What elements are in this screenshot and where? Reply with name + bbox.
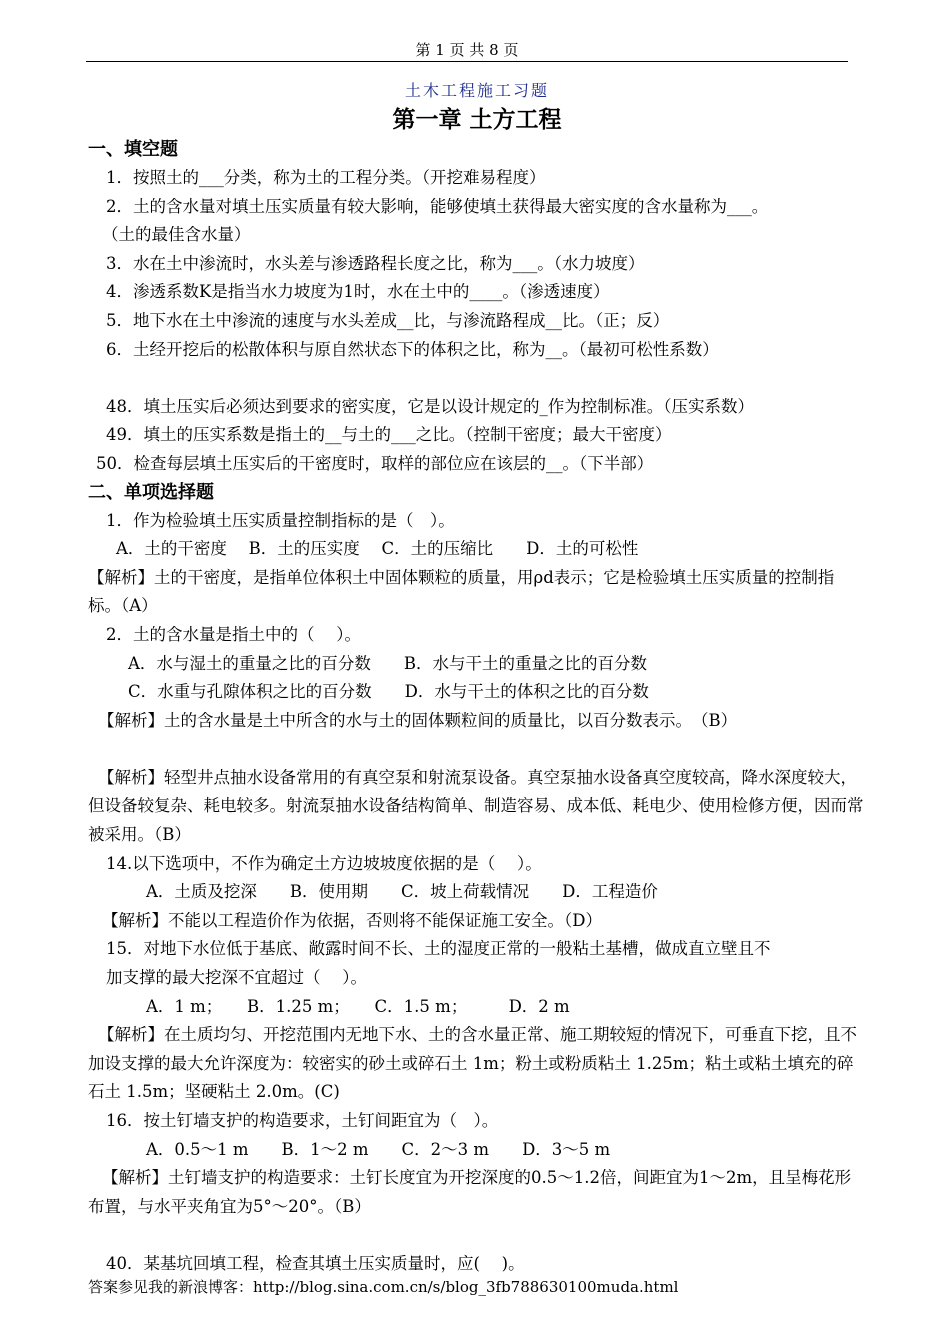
fill-question-6: 6．土经开挖后的松散体积与原自然状态下的体积之比，称为__。（最初可松性系数） <box>106 339 719 359</box>
choice-question-1-options: A．土的干密度 B．土的压实度 C．土的压缩比 D．土的可松性 <box>116 539 639 559</box>
page-footer: 答案参见我的新浪博客：http://blog.sina.com.cn/s/blog_3fb788630100muda.html <box>88 1278 679 1296</box>
choice-question-14-options: A．土质及挖深 B．使用期 C．坡上荷载情况 D．工程造价 <box>146 882 658 902</box>
page-header: 第 1 页 共 8 页 <box>415 41 519 59</box>
fill-question-2-answer: （土的最佳含水量） <box>102 225 251 245</box>
fill-question-2: 2．土的含水量对填土压实质量有较大影响，能够使填土获得最大密实度的含水量称为___。 <box>106 196 769 216</box>
document-body <box>88 78 866 1279</box>
choice-question-15-line2: 加支撑的最大挖深不宜超过（ ）。 <box>106 968 367 988</box>
choice-question-15-line1: 15．对地下水位低于基底、敞露时间不长、土的湿度正常的一般粘土基槽，做成直立壁且不 <box>106 939 771 959</box>
chapter-title: 第一章 土方工程 <box>392 106 562 133</box>
document-subtitle: 土木工程施工习题 <box>404 81 549 100</box>
choice-question-1: 1．作为检验填土压实质量控制指标的是（ ）。 <box>106 510 455 530</box>
choice-question-2-options-ab: A．水与湿土的重量之比的百分数 B．水与干土的重量之比的百分数 <box>128 653 648 673</box>
choice-question-14-analysis: 【解析】不能以工程造价作为依据，否则将不能保证施工安全。（D） <box>102 910 602 930</box>
fill-question-5: 5．地下水在土中渗流的速度与水头差成__比，与渗流路程成__比。（正；反） <box>106 310 670 330</box>
choice-question-14: 14.以下选项中，不作为确定土方边坡坡度依据的是（ ）。 <box>106 853 542 873</box>
pump-analysis: 【解析】轻型井点抽水设备常用的有真空泵和射流泵设备。真空泵抽水设备真空度较高，降水深度较大，但设备较复杂、耗电较多。射流泵抽水设备结构简单、制造容易、成本低、耗电少、使用检修方便，因而常被采用。（B） <box>88 767 864 845</box>
choice-question-15-options: A．1 m； B．1.25 m； C．1.5 m； D．2 m <box>146 996 570 1016</box>
choice-question-16-options: A．0.5～1 m B．1～2 m C．2～3 m D．3～5 m <box>146 1139 611 1159</box>
section-heading-single-choice: 二、单项选择题 <box>88 481 214 503</box>
choice-question-16-analysis: 【解析】土钉墙支护的构造要求：土钉长度宜为开挖深度的0.5～1.2倍，间距宜为1～2m，且呈梅花形布置，与水平夹角宜为5°～20°。（B） <box>88 1168 852 1216</box>
spacer <box>88 1221 866 1250</box>
fill-question-48: 48．填土压实后必须达到要求的密实度，它是以设计规定的_作为控制标准。（压实系数） <box>106 396 754 416</box>
choice-question-2: 2．土的含水量是指土中的（ ）。 <box>106 624 361 644</box>
fill-question-4: 4．渗透系数K是指当水力坡度为1时，水在土中的____。（渗透速度） <box>106 282 610 302</box>
spacer <box>88 364 866 393</box>
fill-question-50: 50．检查每层填土压实后的干密度时，取样的部位应在该层的__。（下半部） <box>96 453 654 473</box>
fill-question-49: 49．填土的压实系数是指土的__与土的___之比。（控制干密度；最大干密度） <box>106 425 672 445</box>
choice-question-2-analysis: 【解析】土的含水量是土中所含的水与土的固体颗粒间的质量比，以百分数表示。 （B） <box>98 710 738 730</box>
choice-question-1-analysis: 【解析】土的干密度，是指单位体积土中固体颗粒的质量，用ρd表示；它是检验填土压实质量的控制指标。（A） <box>88 567 835 616</box>
choice-question-40: 40．某基坑回填工程，检查其填土压实质量时，应( )。 <box>106 1253 525 1273</box>
choice-question-2-options-cd: C．水重与孔隙体积之比的百分数 D．水与干土的体积之比的百分数 <box>128 682 649 702</box>
spacer <box>88 735 866 764</box>
header-rule <box>86 61 848 62</box>
fill-question-1: 1．按照土的___分类，称为土的工程分类。（开挖难易程度） <box>106 168 546 187</box>
choice-question-15-analysis: 【解析】在土质均匀、开挖范围内无地下水、土的含水量正常、施工期较短的情况下，可垂直下挖，且不加设支撑的最大允许深度为：较密实的砂土或碎石土 1m；粉土或粉质粘土 1.25m；粘土或粘土填充的碎石土 1.5m；坚硬粘土 2.0m。(C) <box>88 1025 857 1102</box>
choice-question-16: 16．按土钉墙支护的构造要求，土钉间距宜为（ ）。 <box>106 1111 499 1130</box>
section-heading-fill-in: 一、填空题 <box>88 139 178 160</box>
fill-question-3: 3．水在土中渗流时，水头差与渗透路程长度之比，称为___。（水力坡度） <box>106 253 645 273</box>
